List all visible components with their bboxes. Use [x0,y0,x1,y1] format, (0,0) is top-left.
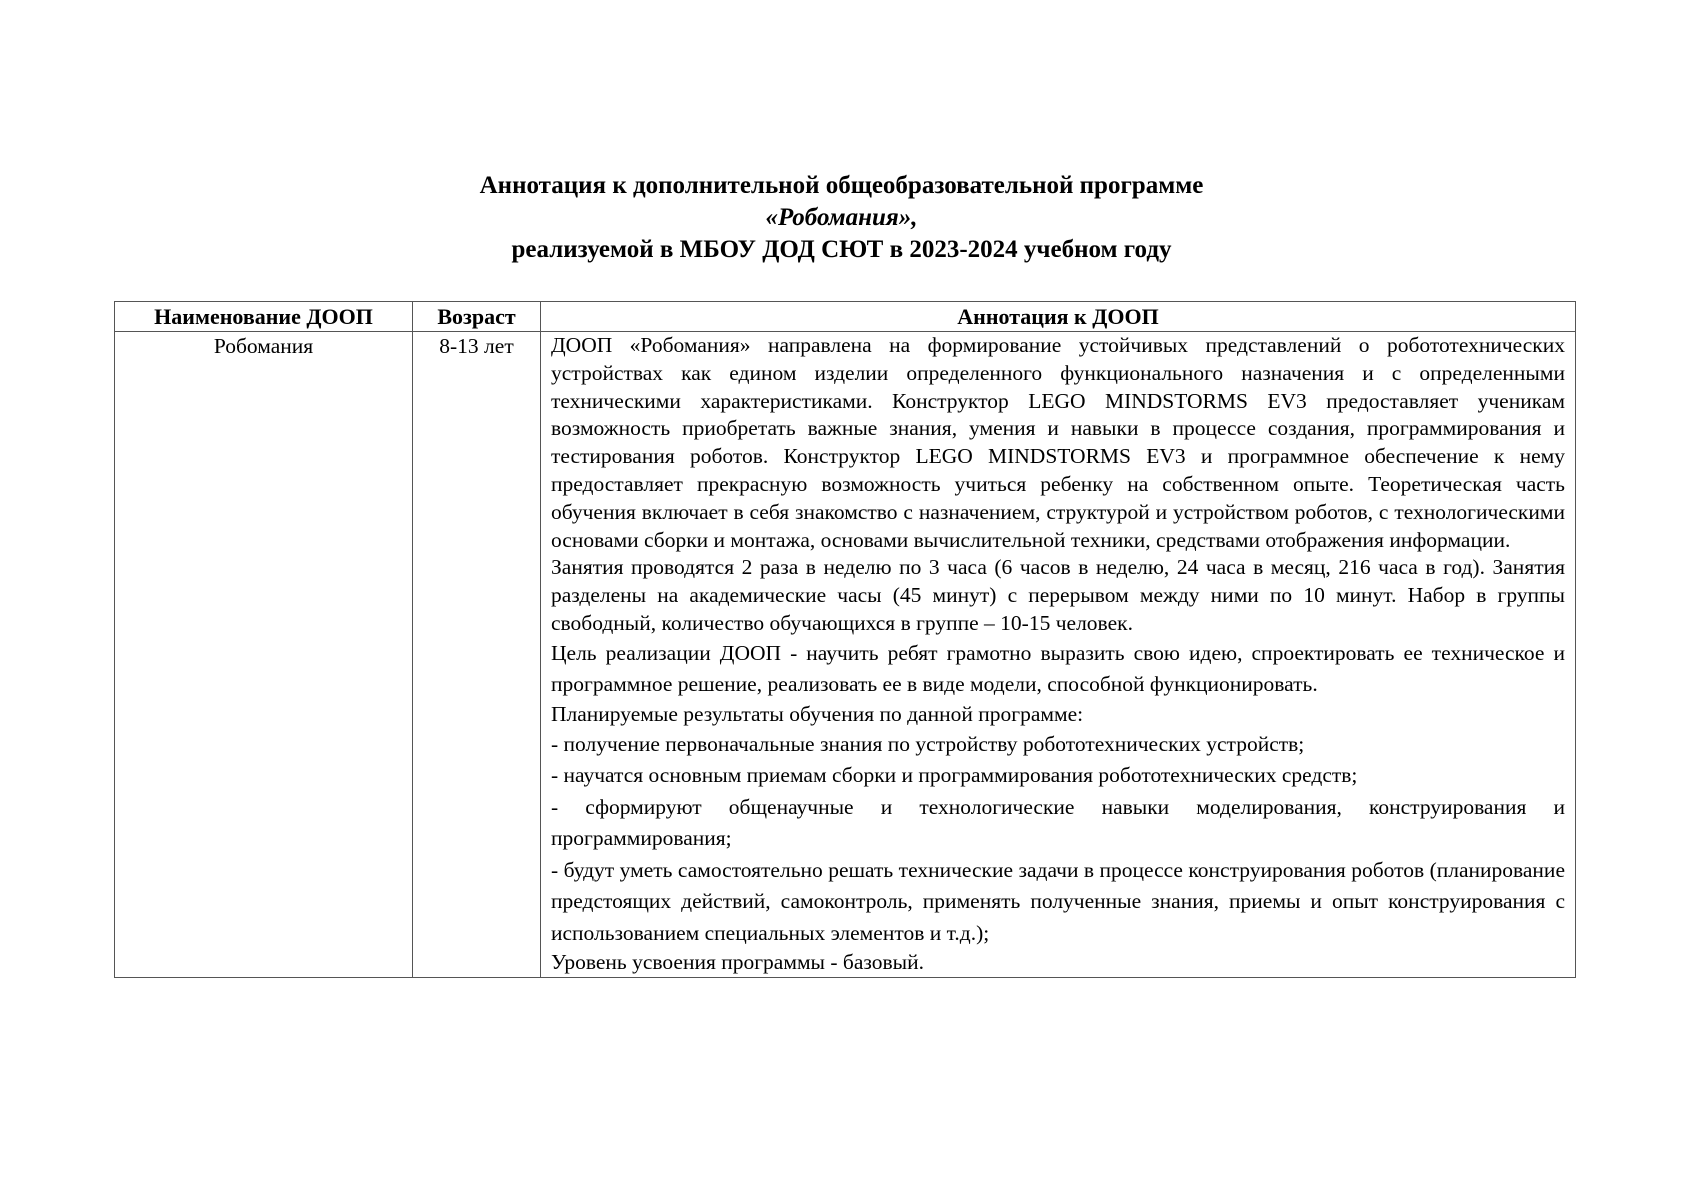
table-row [115,332,1576,978]
annotation-goal: Цель реализации ДООП - научить ребят грамотно выразить свою идею, спроектировать ее техническое и программное решение, реализовать ее в виде модели, способной функционировать. [551,640,1565,697]
result-item: - сформируют общенаучные и технологические навыки моделирования, конструирования и программирования; [551,794,1565,851]
title-line-3: реализуемой в МБОУ ДОД СЮТ в 2023-2024 учебном году [511,236,1172,263]
annotation-table [114,301,1576,978]
result-item: - научатся основным приемам сборки и программирования робототехнических средств; [551,763,1358,788]
table-header-row [115,302,1576,332]
header-age: Возраст [413,302,541,332]
annotation-results-heading: Планируемые результаты обучения по данной программе: [551,701,1084,726]
program-name-cell: Робомания [115,332,413,978]
annotation-description: ДООП «Робомания» направлена на формирование устойчивых представлений о робототехнических устройствах как едином изделии определенного функционального назначения и с определенными техническими характеристиками. Конструктор LEGO MINDSTORMS EV3 предоставляет ученикам возможность приобретать важные знания, умения и навыки в процессе создания, программирования и тестирования роботов. Конструктор LEGO MINDSTORMS EV3 и программное обеспечение к нему предоставляет прекрасную возможность учиться ребенку на собственном опыте. Теоретическая часть обучения включает в себя знакомство с назначением, структурой и устройством роботов, с технологическими основами сборки и монтажа, основами вычислительной техники, средствами отображения информации. [551,333,1565,552]
age-cell: 8-13 лет [413,332,541,978]
result-item: - будут уметь самостоятельно решать технические задачи в процессе конструирования роботов (планирование предстоящих действий, самоконтроль, применять полученные знания, приемы и опыт конструирования с использованием специальных элементов и т.д.); [551,857,1565,945]
title-line-2 [0,202,1683,234]
result-item: - получение первоначальные знания по устройству робототехнических устройств; [551,731,1305,756]
annotation-schedule: Занятия проводятся 2 раза в неделю по 3 часа (6 часов в неделю, 24 часа в месяц, 216 часа в год). Занятия разделены на академические часы (45 минут) с перерывом между ними по 10 минут. Набор в группы свободный, количество обучающихся в группе – 10-15 человек. [551,555,1565,635]
document-title [0,170,1683,266]
title-line-1: Аннотация к дополнительной общеобразовательной программе [479,172,1204,199]
annotation-level: Уровень усвоения программы - базовый. [551,950,924,975]
header-program-name: Наименование ДООП [115,302,413,332]
program-name: «Робомания», [765,204,918,231]
annotation-cell [541,332,1576,978]
header-annotation: Аннотация к ДООП [541,302,1576,332]
